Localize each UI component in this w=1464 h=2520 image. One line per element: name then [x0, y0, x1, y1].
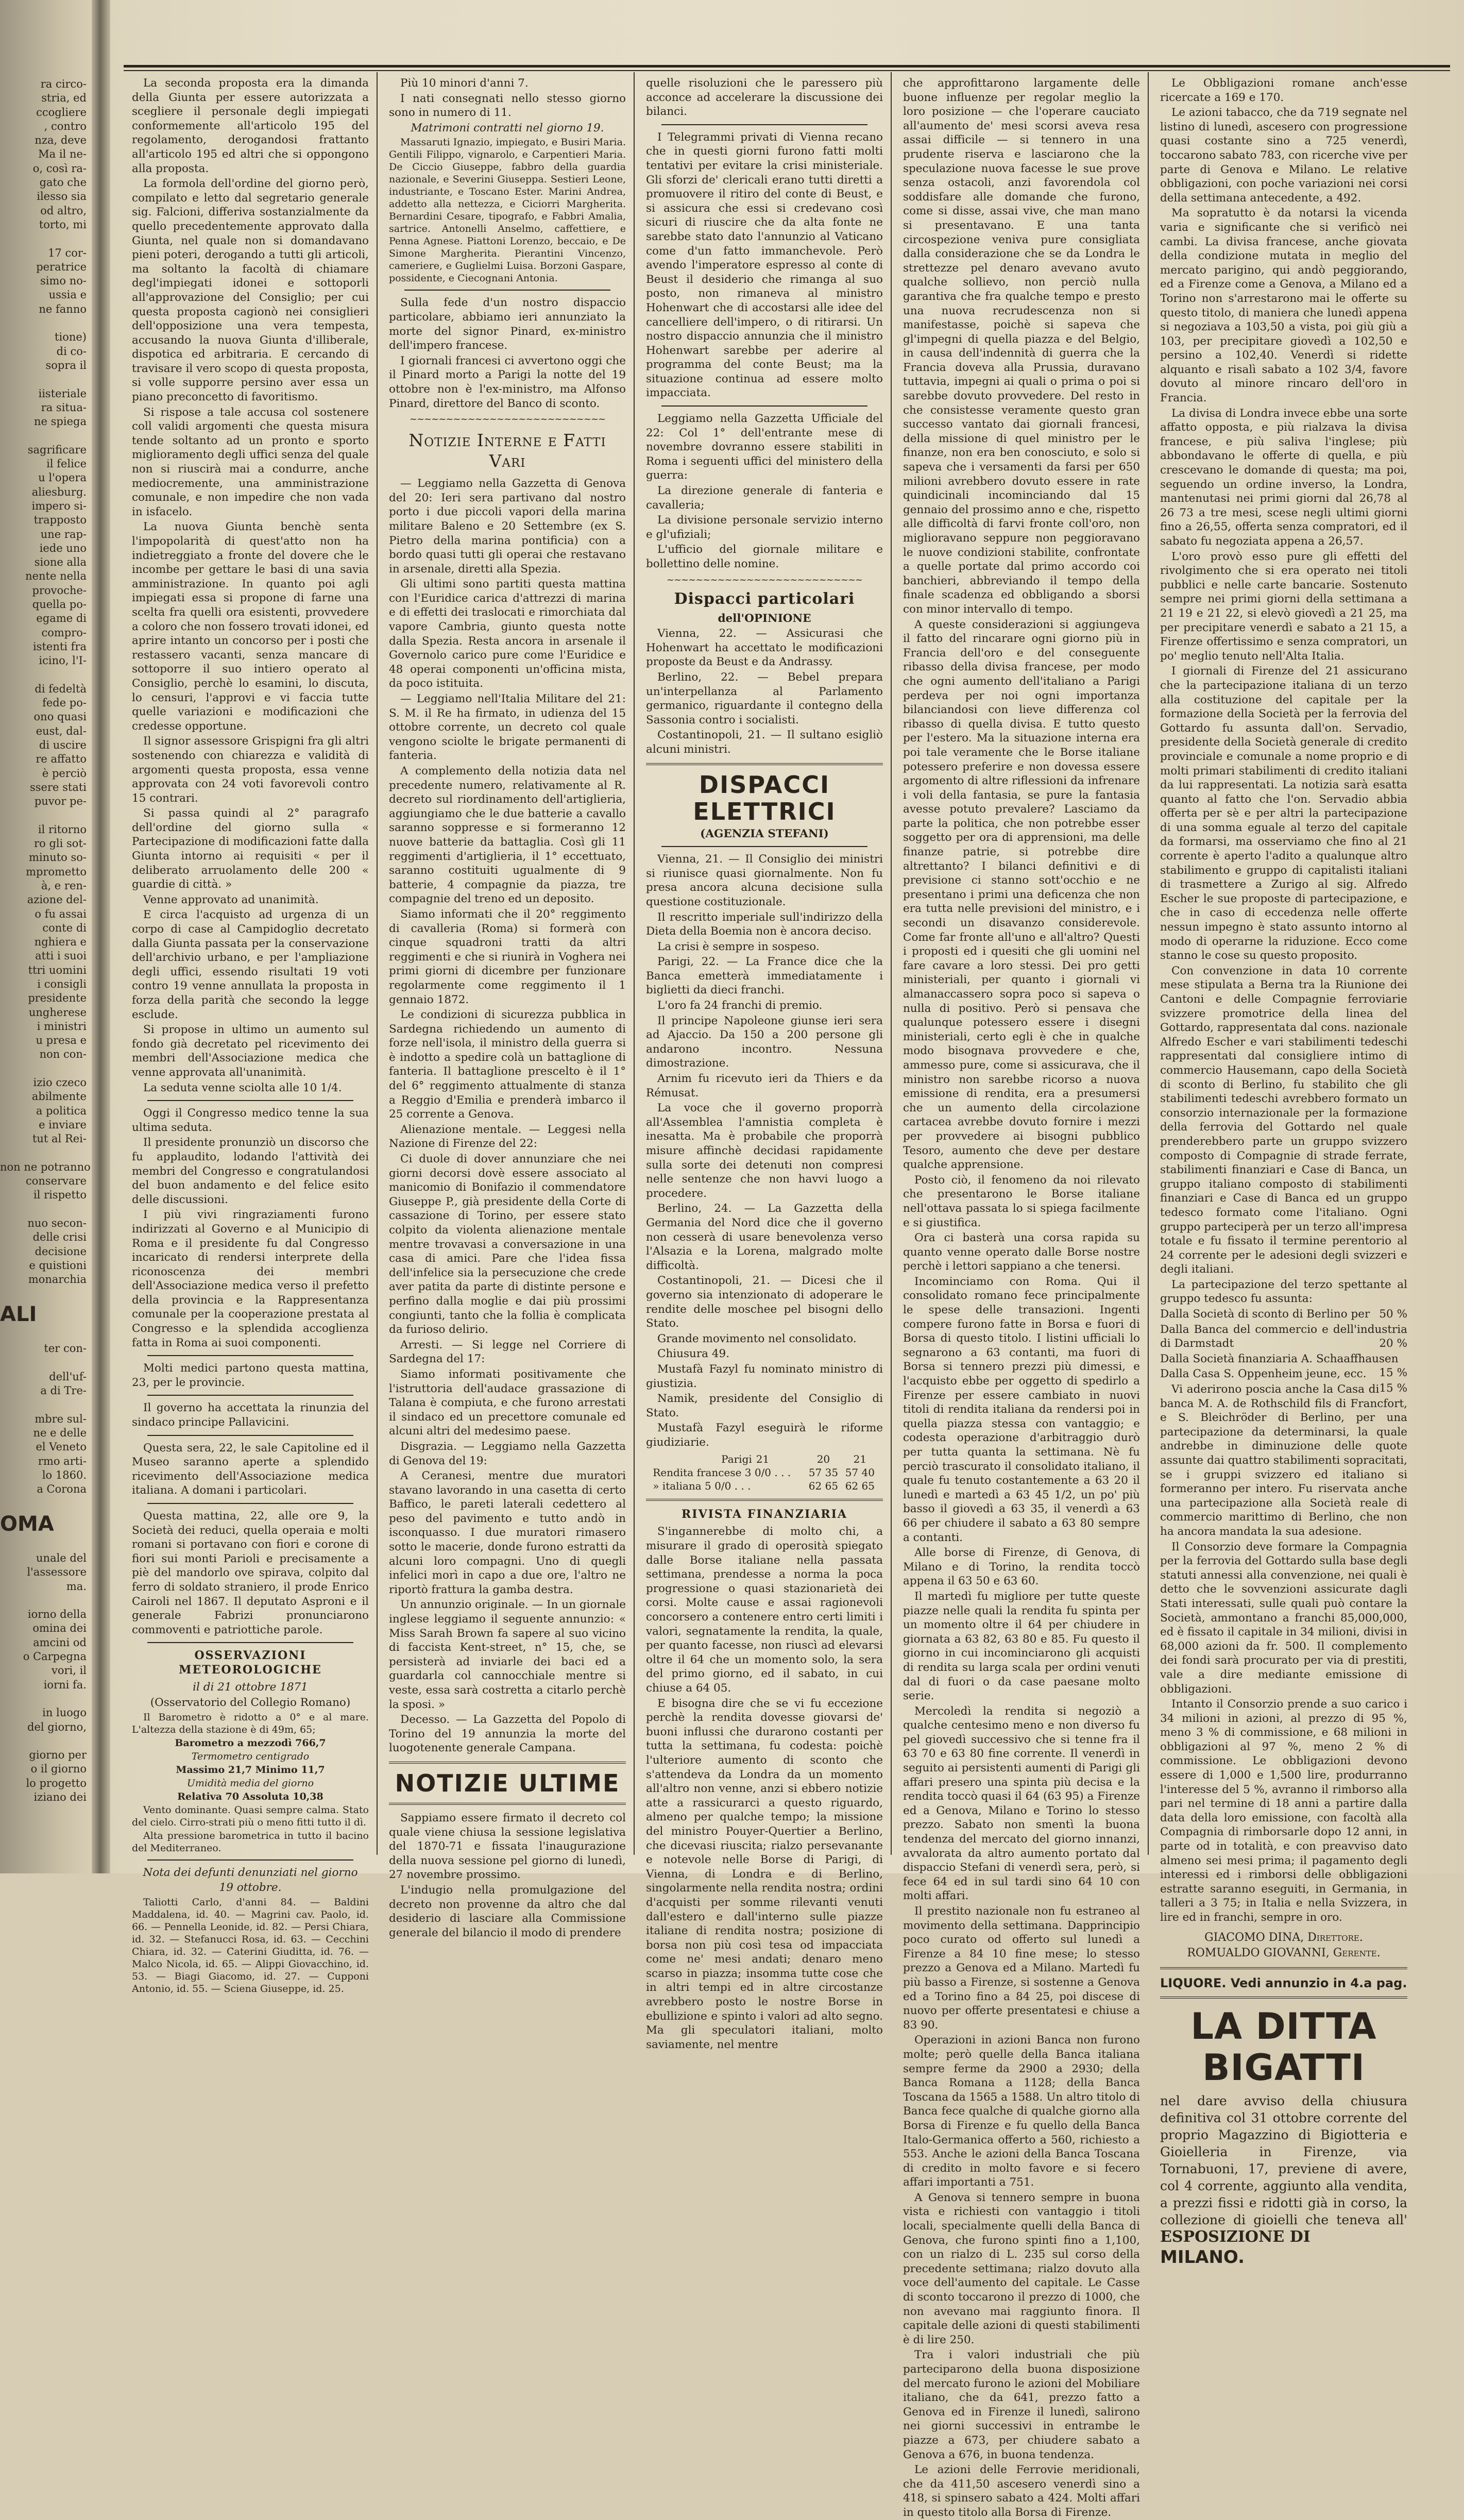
edge-fragment-line: azione del- [27, 893, 87, 906]
article-paragraph: Le azioni tabacco, che da 719 segnate nel listino di lunedì, ascesero con progressione quasi costante sino a 725 venerdì, toccarono sabato 783, con ricerche vive per parte di Genova e Milano. Le relative obbligazioni, con poche variazioni nei corsi della settimana antecedente, a 492. [1160, 106, 1407, 205]
article-paragraph: La seconda proposta era la dimanda della Giunta per essere autorizzata a scegliere il personale degli impiegati conformemente all'articolo 195 del regolamento, derogandosi frattanto all'articolo 195 ed altri che si oppongono alla proposta. [132, 77, 369, 175]
edge-fragment-line: è perciò [42, 767, 87, 780]
edge-fragment-line [0, 316, 92, 330]
marriages-title: Matrimoni contratti nel giorno 19. [411, 121, 604, 134]
article-paragraph: Disgrazia. — Leggiamo nella Gazzetta di Genova del 19: [389, 1440, 626, 1467]
section-divider [147, 1100, 353, 1101]
edge-fragment-line: ra circo- [40, 78, 87, 90]
article-paragraph: Con convenzione in data 10 corrente mese stipulata a Berna tra la Riunione dei Cantoni e delle Compagnie ferroviarie svizzere promotrice della linea del Gottardo, rappresentata dal cons. nazionale Alfredo Escher e vari stabilimenti tedeschi rappresentati dal consigliere intimo di commercio Hausemann, capo della Società di sconto di Berlino, fu stabilito che gli stabilimenti tedeschi avrebbero formato un consorzio internazionale per la formazione della ferrovia del Gottardo nel quale prenderebbero parte un gruppo svizzero composto di Compagnie di strade ferrate, stabilimenti finanziari e Case di Banca, un gruppo italiano composto di stabilimenti finanziari e Case di Banca ed un gruppo tedesco formato come l'italiano. Ogni gruppo parteciperà per un terzo all'impresa totale e fu fissato il termine perentorio al 24 corrente per le adesioni degli svizzeri e degli italiani. [1160, 964, 1407, 1276]
article-paragraph: Alienazione mentale. — Leggesi nella Nazione di Firenze del 22: [389, 1123, 626, 1151]
edge-fragment-line: ccogliere [36, 106, 87, 119]
article-paragraph: Siamo informati positivamente che l'istruttoria dell'audace grassazione di Talana è compiuta, e che furono arrestati il sindaco ed un precettore comunale ed alcuni altri del medesimo paese. [389, 1367, 626, 1438]
article-paragraph: La partecipazione del terzo spettante al gruppo tedesco fu assunta: [1160, 1278, 1407, 1306]
quote-value: 62 65 [808, 1480, 839, 1493]
ornamental-divider: ~~~~~~~~~~~~~~~~~~~~~~~~~~~ [666, 574, 863, 585]
edge-fragment-line [0, 1692, 92, 1706]
edge-fragment-line: nuo secon- [27, 1217, 87, 1230]
edge-fragment-line: presidente [28, 992, 87, 1005]
edge-fragment-line: iisteriale [38, 387, 87, 400]
double-divider [389, 1803, 626, 1805]
quote-head: 21 [756, 1453, 770, 1466]
edge-fragment-line: dell'uf- [49, 1370, 87, 1383]
column-3 [646, 76, 883, 2051]
deaths-title: Nota dei defunti denunziati nel giorno [143, 1866, 358, 1879]
meteo-date: il di 21 ottobre 1871 [193, 1681, 308, 1694]
edge-fragment-line: ono quasi [33, 711, 87, 723]
share-value: 50 % [1379, 1308, 1407, 1321]
article-paragraph: — Leggiamo nella Gazzetta di Genova del 20: Ieri sera partivano dal nostro porto i due piccoli vapori della marina militare Baleno e 20 Settembre (ex S. Pietro della marina pontificia) con a bordo quasi tutti gli operai che restavano in arsenale, diretti alla Spezia. [389, 477, 626, 576]
edge-fragment-line: compro- [41, 626, 87, 639]
edge-fragment-line: quella po- [32, 598, 87, 611]
edge-fragment-line: decisione [35, 1245, 87, 1258]
double-divider [1160, 1967, 1407, 1969]
quote-value: 57 35 [808, 1466, 839, 1479]
article-paragraph: La voce che il governo proporrà all'Assemblea l'amnistia completa è inesatta. Ma è probabile che proporrà misure affinchè decidasi rapidamente sulla sorte dei detenuti non compresi nelle sentenze che non havvi luogo a procedere. [646, 1102, 883, 1200]
edge-fragment-line: l'assessore [27, 1566, 87, 1579]
article-paragraph: Il Consorzio deve formare la Compagnia per la ferrovia del Gottardo sulla base degli statuti annessi alla convenzione, nei quali è detto che le sovvenzioni assicurate dagli Stati interessati, sulle quali può contare la Società, ammontano a franchi 85,000,000, ed è fissato il capitale in 34 milioni, divisi in 68,000 azioni da fr. 500. Il complemento dei fondi sarà procurato per via di prestiti, vale a dire mediante emissione di obbligazioni. [1160, 1540, 1407, 1696]
edge-fragment-line: di fedeltà [35, 682, 87, 695]
article-paragraph: Intanto il Consorzio prende a suo carico i 34 milioni in azioni, al prezzo di 95 %, meno 3 % di commissione, e 68 milioni in obbligazioni al 97 %, meno 2 % di commissione. Le obbligazioni devono essere di 1,000 e 1,500 lire, produrranno l'interesse del 5 %, avranno il rimborso alla pari nel termine di 18 anni a partire dalla data della loro emissione, con facoltà alla Compagnia di rimborsarle dopo 12 anni, in parte od in totalità, e con preavviso dato almeno sei mesi prima; il pagamento degli interessi ed i rimborsi delle obbligazioni estratte saranno eseguiti, in Germania, in talleri a 3 75; in Italia e nella Svizzera, in lire ed in franchi, sempre in oro. [1160, 1698, 1407, 1924]
article-paragraph: La seduta venne sciolta alle 10 1/4. [143, 1081, 342, 1094]
section-title-rivista-finanziaria: RIVISTA FINANZIARIA [682, 1508, 847, 1521]
column-rule [634, 72, 635, 1855]
quote-head: 21 [853, 1453, 867, 1466]
edge-fragment-line: ne fanno [39, 302, 87, 315]
article-paragraph: Si propose in ultimo un aumento sul fondo già decretato pel ricevimento dei membri dell'Associazione medica che venne approvata all'unanimità. [132, 1023, 369, 1079]
article-paragraph: Grande movimento nel consolidato. [657, 1332, 857, 1345]
edge-fragment-line: abilmente [31, 1090, 87, 1103]
edge-fragment-line [0, 429, 92, 443]
article-paragraph: Si rispose a tale accusa col sostenere coll validi argomenti che questa misura tende soltanto ad un pronto e sporto miglioramento degli uffici senza del quale non si riuscirà mai a condurre, anche mediocremente, una amministrazione comunale, e non impedire che non vada in isfacelo. [132, 405, 369, 518]
edge-fragment-line: impero si- [31, 499, 87, 512]
article-paragraph: L'ufficio del giornale militare e bollettino delle nomine. [646, 543, 883, 570]
edge-fragment-line: atti i suoi [35, 950, 87, 962]
edge-fragment-line: u l'opera [38, 471, 87, 484]
article-paragraph: A Genova si tennero sempre in buona vista e richiesti con vantaggio i titoli locali, specialmente quelli della Banca di Genova, che furono spinti fino a 1,100, con un rialzo di L. 235 sul corso della precedente settimana; rialzo dovuto alla voce dell'aumento del capitale. Le Casse di sconto toccarono il prezzo di 1000, che non avevano mai raggiunto finora. Il capitale delle azioni di questi stabilimenti è di lire 250. [903, 2191, 1140, 2346]
article-paragraph: Vienna, 22. — Assicurasi che Hohenwart ha accettato le modificazioni proposte da Beust e da Andrassy. [646, 627, 883, 669]
left-page-edge-fragments [0, 0, 92, 1951]
article-paragraph: Le condizioni di sicurezza pubblica in Sardegna richiedendo un aumento di forze nell'isola, il ministro della guerra si è indotto a spedire colà un battaglione di fanteria. Il battaglione prescelto è il 1° del 6° reggimento attualmente di stanza a Reggio d'Emilia e prenderà imbarco il 25 corrente a Genova. [389, 1008, 626, 1121]
column-rule [891, 72, 892, 1855]
edge-fragment-line: 17 cor- [48, 246, 87, 259]
article-paragraph: Chiusura 49. [657, 1347, 730, 1361]
article-paragraph: Si passa quindi al 2° paragrafo dell'ordine del giorno sulla « Partecipazione di modificazioni fatte dalla Giunta intorno ai requisiti « per il deliberato arruolamento delle 200 « guardie di città. » [132, 807, 369, 891]
edge-fragment-line: di co- [56, 345, 87, 358]
section-title-dispacci-particolari: Dispacci particolari [674, 589, 855, 608]
quote-label: » italiana 5 0/0 . . . [653, 1480, 751, 1493]
edge-fragment-line: o fu assai [35, 907, 87, 920]
section-divider [147, 1435, 353, 1436]
edge-fragment-line: amcini od [33, 1636, 87, 1649]
edge-fragment-line: iorno della [27, 1608, 87, 1621]
edge-fragment-line: e quistioni [29, 1259, 87, 1272]
article-paragraph: Costantinopoli, 21. — Il sultano esigliò alcuni ministri. [646, 729, 883, 756]
edge-fragment-line: egame di [36, 612, 87, 625]
edge-fragment-line: minuto so- [29, 851, 87, 864]
article-paragraph: I giornali francesi ci avvertono oggi che il Pinard morto a Parigi la notte del 19 ottobre non è l'ex-ministro, ma Alfonso Pinard, direttore del Banco di sconto. [389, 354, 626, 410]
edge-fragment-line: Ma il ne- [38, 148, 87, 161]
edge-fragment-line: aliesburg. [31, 485, 87, 498]
edge-fragment-line: o il giorno [30, 1763, 87, 1775]
share-row [1160, 1307, 1407, 1322]
edge-fragment-line: lo 1860. [42, 1468, 87, 1481]
article-paragraph: Questa mattina, 22, alle ore 9, la Società dei reduci, quella operaia e molti romani si portavano con fiori e corone di fiori sui monti Parioli e precisamente a piè del mandorlo ove spirava, colpito dal ferro di soldato straniero, il prode Enrico Cairoli nel 1867. Il deputato Asproni e il generale Fabrizi pronunciarono commoventi e patriottiche parole. [132, 1510, 369, 1636]
article-paragraph: L'oro provò esso pure gli effetti del rivolgimento che si era operato nei titoli pubblici e nelle carte bancarie. Sostenuto sempre nei primi giorni della settimana a 21 19 e 21 22, si elevò giovedì a 21 25, ma per precipitare venerdì e sabato a 21 15, a Firenze offertissimo e senza compratori, un po' meglio tenuto nell'Alta Italia. [1160, 550, 1407, 663]
article-paragraph: I giornali di Firenze del 21 assicurano che la partecipazione italiana di un terzo alla costituzione del capitale per la formazione della Società per la ferrovia del Gottardo fu assunta dall'on. Servadio, presidente della Società generale di credito provinciale e comunale a nome proprio e di molti primari stabilimenti di credito italiani da lui rappresentati. La notizia sarà esatta quanto al fatto che l'on. Servadio abbia offerta per sè e per altri la partecipazione di una somma eguale al terzo del capitale da formarsi, ma osserviamo che fino al 21 corrente è aperto l'adito a qualunque altro stabilimento e gruppo di capitalisti italiani di trasmettere a Zurigo al sig. Alfredo Escher le sue proposte di partecipazione, e che in caso di eccedenza nelle offerte nessun impegno è stato assunto intorno al modo di operarne la riduzione. Ecco come stanno le cose su questo proposito. [1160, 665, 1407, 962]
edge-fragment-line: il rispetto [33, 1189, 87, 1202]
edge-fragment-line: o, così ra- [32, 162, 87, 175]
edge-fragment-line: e inviare [39, 1118, 87, 1131]
article-paragraph: Venne approvato ad unanimità. [143, 893, 319, 906]
edge-fragment-line: monarchia [28, 1273, 87, 1286]
liquore-notice: LIQUORE. Vedi annunzio in 4.a pag. [1160, 1975, 1407, 1990]
meteo-line: Umidità media del giorno [186, 1777, 314, 1789]
top-rule-thin [124, 70, 1450, 71]
edge-fragment-line: u presa e [36, 1034, 87, 1047]
quote-head: 20 [816, 1453, 830, 1466]
section-divider [661, 405, 867, 407]
article-paragraph: Le azioni delle Ferrovie meridionali, che da 411,50 ascesero venerdì sino a 418, si spinsero sabato a 424. Molti affari in questo titolo alla Borsa di Firenze. [903, 2463, 1140, 2519]
share-label: Dalla Società di sconto di Berlino per [1160, 1308, 1370, 1321]
edge-fragment-line: icino, l'I- [39, 654, 87, 667]
edge-fragment-line: giorno per [29, 1749, 87, 1762]
article-paragraph: Decesso. — La Gazzetta del Popolo di Torino del 19 annunzia la morte del luogotenente generale Campana. [389, 1713, 626, 1755]
share-label: Dalla Casa S. Oppenheim jeune, ecc. [1160, 1367, 1367, 1381]
article-paragraph: Leggiamo nella Gazzetta Ufficiale del 22: Col 1° dell'entrante mese di novembre dovranno essere stabiliti in Roma i seguenti uffici del ministero della guerra: [646, 412, 883, 482]
section-divider [661, 124, 867, 125]
deaths-list: Taliotti Carlo, d'anni 84. — Baldini Maddalena, id. 40. — Magrini cav. Paolo, id. 66. — Pennella Leonide, id. 82. — Persi Chiara, id. 32. — Stefanucci Rosa, id. 63. — Cecchini Chiara, id. 32. — Caterini Giuditta, id. 76. — Malco Nicola, id. 65. — Alippi Giovacchino, id. 53. — Biagi Giacomo, id. 27. — Cupponi Antonio, id. 55. — Sciena Giuseppe, id. 25. [132, 1896, 369, 1994]
edge-fragment-line: ungherese [28, 1006, 87, 1019]
edge-fragment-line [0, 1356, 92, 1369]
section-subtitle: (AGENZIA STEFANI) [700, 827, 829, 840]
edge-fragment-line [0, 808, 92, 822]
meteo-line: Alta pressione barometrica in tutto il bacino del Mediterraneo. [132, 1830, 369, 1854]
article-paragraph: — Leggiamo nell'Italia Militare del 21: S. M. il Re ha firmato, in udienza del 15 ottobre corrente, un decreto col quale vengono sciolte le brigate permanenti di fanteria. [389, 692, 626, 763]
share-value: 15 % [1379, 1366, 1407, 1380]
article-paragraph: Berlino, 24. — La Gazzetta della Germania del Nord dice che il governo non cesserà di usare benevolenza verso l'Alsazia e la Lorena, malgrado molte difficoltà. [646, 1202, 883, 1272]
bigatti-ad-body: nel dare avviso della chiusura definitiva col 31 ottobre corrente del proprio Magazzino di Bigiotteria e Gioielleria in Firenze, via Tornabuoni, 17, previene di avere, col 4 corrente, aggiunto alla vendita, a prezzi fissi e ridotti già in corso, la collezione di gioielli che teneva all' [1160, 2093, 1407, 2228]
edge-fragment-line [0, 1062, 92, 1076]
edge-fragment-line: ne e delle [33, 1426, 87, 1439]
bigatti-ad-title: LA DITTA BIGATTI [1190, 2005, 1377, 2089]
double-divider [389, 1762, 626, 1764]
edge-fragment-line: lo progetto [26, 1777, 87, 1789]
article-paragraph: Tra i valori industriali che più parteciparono della buona disposizione del mercato furono le azioni del Mobiliare italiano, che da 641, prezzo fatto a Genova ed in Firenze il lunedì, salirono nei giorni successivi in entrambe le piazze a 673, per chiudere sabato a Genova a 676, in buona tendenza. [903, 2348, 1140, 2461]
article-paragraph: Operazioni in azioni Banca non furono molte; però quelle della Banca italiana sempre ferme da 2900 a 2930; della Banca Romana a 1128; della Banca Toscana da 1565 a 1588. Un altro titolo di Banca fece qualche di qualche giorno alla Borsa di Firenze e fu quello della Banca Italo-Germanica offerto a 560, richiesto a 553. Anche le azioni della Banca Toscana di credito in molto favore e si fecero affari importanti a 751. [903, 2034, 1140, 2189]
section-title-notizie-ultime: NOTIZIE ULTIME [395, 1769, 620, 1797]
edge-fragment-line [0, 373, 92, 386]
article-paragraph: Ora ci basterà una corsa rapida su quanto venne operato dalle Borse nostre perchè i lettori sappiano a che tenersi. [903, 1231, 1140, 1273]
section-divider [147, 1642, 353, 1643]
edge-fragment-line: iorni fa. [43, 1678, 87, 1691]
edge-fragment-line: non ne potranno [0, 1160, 91, 1173]
quote-value: 62 65 [845, 1480, 875, 1493]
column-5 [1160, 76, 1407, 2268]
edge-fragment-line: trapposto [33, 514, 87, 527]
edge-fragment-line: , contro [44, 120, 87, 132]
edge-fragment-line [0, 1398, 92, 1412]
article-paragraph: Arresti. — Si legge nel Corriere di Sardegna del 17: [389, 1338, 626, 1366]
article-paragraph: L'oro fa 24 franchi di premio. [657, 999, 823, 1012]
signature-manager: ROMUALDO GIOVANNI, Gerente. [1187, 1946, 1381, 1959]
edge-fragment-line: ter con- [44, 1342, 87, 1355]
edge-fragment-line: il felice [46, 458, 87, 470]
edge-fragment-line [0, 668, 92, 682]
edge-fragment-line: delle crisi [32, 1231, 87, 1244]
edge-fragment-line: gato che [39, 176, 87, 189]
edge-fragment-line [0, 1537, 92, 1551]
ornamental-divider: ~~~~~~~~~~~~~~~~~~~~~~~~~~~ [409, 414, 606, 425]
double-divider [1160, 1997, 1407, 1999]
edge-fragment-line: tut al Rei- [32, 1132, 87, 1145]
edge-fragment-line [0, 1146, 92, 1160]
article-paragraph: Arnim fu ricevuto ieri da Thiers e da Rémusat. [646, 1072, 883, 1100]
top-rule [124, 65, 1450, 67]
edge-fragment-line: sopra il [45, 359, 87, 371]
edge-fragment-line [0, 1203, 92, 1216]
article-paragraph: E bisogna dire che se vi fu eccezione perchè la rendita dovesse giovarsi de' buoni influssi che durarono costanti per tutta la settimana, fu codesta: poichè l'ulteriore aumento di sconto che s'attendeva da Londra da un momento all'altro non venne, anzi si ebbero notizie atte a rassicurarci a questo riguardo, almeno per qualche tempo; la missione del ministro Pouyer-Quertier a Berlino, che dicevasi riuscita; rialzo persevanante e notevole nelle Borse di Parigi, di Vienna, di Londra e di Berlino, singolarmente nella rendita nostra; ordini d'acquisti per somme rilevanti venuti dall'estero e dall'interno sulle piazze italiane di rendita nostra; posizione di borsa non più così tesa od impacciata come ne' mesi andati; denaro meno scarso in piazza; insomma tutte cose che in altri tempi ed in altre circostanze avrebbero posto le nostre Borse in ebullizione e spinto i valori ad alto segno. Ma gli speculatori italiani, molto saviamente, nel mentre [646, 1697, 883, 2051]
share-row [1160, 1323, 1407, 1351]
deaths-date: 19 ottobre. [219, 1881, 282, 1895]
edge-fragment-line: ssere stati [29, 781, 87, 793]
article-paragraph: La nuova Giunta benchè senta l'impopolarità di quest'atto non ha indietreggiato a fronte del dovere che le incombe per gettare le basi di una savia amministrazione. In quanto poi agli impiegati essa si propone di farne una scelta fra quelli ora esistenti, provvedere a coloro che non fossero trovati idonei, ed aprire intanto un concorso per i posti che restassero vacanti, senza mancare di sottoporre il suo intiero operato al Consiglio, perchè lo esamini, lo discuta, lo censuri, l'approvi e vi faccia tutte quelle variazioni e modificazioni che credesse opportune. [132, 520, 369, 733]
signature-director: GIACOMO DINA, Direttore. [1204, 1931, 1363, 1944]
article-paragraph: Il presidente pronunziò un discorso che fu applaudito, lodando l'attività dei membri del Congresso e congratulandosi del buon andamento e del felice esito delle discussioni. [132, 1136, 369, 1206]
edge-fragment-line: il ritorno [38, 823, 87, 836]
section-subtitle: dell'OPINIONE [718, 612, 811, 625]
edge-fragment-line: ussia e [48, 289, 87, 301]
edge-fragment-line: re affatto [36, 753, 87, 766]
article-paragraph: Ci duole di dover annunziare che nei giorni decorsi dovè essere associato al manicomio di Bonifazio il commendatore Giuseppe P., già presidente della Corte di cassazione di Torino, per essere stato colpito da violenta alienazione mentale mentre trovavasi a conversazione in una casa di amici. Pare che l'idea fissa dell'infelice sia la persecuzione che crede aver patita da parte di distinte persone e perfino dalla moglie e dai più prossimi congiunti, tanto che la follia è complicata da furioso delirio. [389, 1153, 626, 1337]
edge-fragment-line: od altro, [40, 204, 87, 217]
quote-value: 57 40 [845, 1466, 875, 1479]
article-paragraph: Ma sopratutto è da notarsi la vicenda varia e significante che si verificò nei cambi. La divisa francese, anche giovata della condizione mutata in meglio del mercato parigino, qui andò peggiorando, ed a Firenze come a Genova, a Milano ed a Torino non s'arrestarono mai le offerte su questo titolo, di maniera che lunedì appena si negoziava a 103,50 a vista, poi giù giù a 103, per precipitare giovedì a 102,50 e persino a 102,40. Venerdì si ridette alquanto e risalì sabato a 102 3/4, favore dovuto al minore rincaro dell'oro in Francia. [1160, 207, 1407, 405]
edge-fragment-line: eust, dal- [36, 724, 87, 737]
marriages-list: Massaruti Ignazio, impiegato, e Busiri Maria. Gentili Filippo, vignarolo, e Carpentieri Maria. De Ciccio Giuseppe, fabbro della guardia nazionale, e Severini Giuseppa. Sestieri Leone, industriante, e Toscano Ester. Marini Andrea, addetto alla nettezza, e Ciciorri Margherita. Bernardini Cesare, tipografo, e Fabbri Amalia, sartrice. Antonelli Anselmo, caffettiere, e Penna Agnese. Piattoni Lorenzo, beccaio, e De Simone Margherita. Pierantini Vincenzo, cameriere, e Guglielmi Luisa. Borzoni Gaspare, possidente, e Ciecognani Antonia. [389, 137, 626, 284]
column-rule [377, 72, 378, 1855]
article-paragraph: La formola dell'ordine del giorno però, compilato e letto dal segretario generale sig. Falcioni, differiva sostanzialmente da quello precedentemente approvato dalla Giunta, nel quale non si domandavano pieni poteri, derogando a tutti gli articoli, ma soltanto la facoltà di chiamare degl'impiegati idonei e sottoporli all'approvazione del Consiglio; per cui questa proposta cagionò nei consiglieri dell'opposizione una vera tempesta, accusando la nuova Giunta d'illiberale, dispotica ed arbitraria. E cercando di travisare il vero scopo di questa proposta, si volle supporre persino aver essa un piano preconcetto di favoritismo. [132, 177, 369, 404]
article-paragraph: Incominciamo con Roma. Qui il consolidato romano fece principalmente le spese delle transazioni. Ingenti compere furono fatte in Borsa e fuori di Borsa di questo titolo. I listini ufficiali lo segnarono a 63 contanti, ma fuori di Borsa si tennero prezzi più dimessi, e l'acquisto ebbe per oggetto di spedirlo a Firenze per essere cambiato in nuovi titoli di rendita italiana da rendersi poi in quella piazza stessa con vantaggio; e codesta operazione d'arbitraggio durò per tutta quanta la settimana. Nè fu perciò trascurato il consolidato italiano, il quale fu tenuto costantemente a 63 20 il lunedì e martedì a 63 45 1/2, un po' più basso il giovedì a 63 35, il venerdì a 63 66 per chiudere il sabato a 63 80 sempre a contanti. [903, 1275, 1140, 1544]
article-paragraph: I nati consegnati nello stesso giorno sono in numero di 11. [389, 92, 626, 120]
edge-fragment-line: del giorno, [27, 1720, 87, 1733]
share-value: 15 % [1379, 1382, 1407, 1395]
article-paragraph: Vienna, 21. — Il Consiglio dei ministri si riunisce quasi giornalmente. Non fu presa ancora alcuna decisione sulla questione costituzionale. [646, 853, 883, 908]
meteo-line: Relativa 70 Assoluta 10,38 [177, 1790, 324, 1802]
edge-fragment-line: i consigli [37, 978, 87, 990]
edge-fragment-line [0, 1287, 92, 1301]
article-paragraph: Mustafà Fazyl eseguirà le riforme giudiziarie. [646, 1422, 883, 1449]
quote-head-city: Parigi [721, 1453, 752, 1466]
edge-fragment-line: a politica [36, 1104, 87, 1117]
edge-fragment-line: OMA [0, 1512, 54, 1536]
edge-fragment-line: a Corona [37, 1483, 87, 1496]
edge-fragment-line: fede po- [42, 697, 87, 709]
article-paragraph: La direzione generale di fanteria e cavalleria; [646, 484, 883, 512]
section-divider [147, 1503, 353, 1504]
share-label: Dalla Banca del commercio e dell'industria di Darmstadt [1160, 1323, 1407, 1350]
edge-fragment-line: peratrice [36, 260, 87, 273]
edge-fragment-line: mprometto [26, 865, 87, 878]
section-title-dispacci-elettrici: DISPACCI ELETTRICI [693, 770, 836, 825]
edge-fragment-line: à, e ren- [41, 879, 87, 892]
article-paragraph: Gli ultimi sono partiti questa mattina con l'Euridice carica d'attrezzi di marina e di effetti dei traslocati e rimorchiata dal vapore Cambria, giunto questa notte dalla Spezia. Resta ancora in arsenale il Governolo carico pure come l'Euridice e 48 operai componenti un'officina mista, da poco istituita. [389, 578, 626, 690]
article-paragraph: Vi aderirono poscia anche la Casa di banca M. A. de Rothschild fils di Francfort, e S. Bleichröder di Berlino, per una partecipazione da determinarsi, la quale andrebbe in diminuzione delle quote assunte dai quattro stabilimenti sopracitati, se i gruppi svizzero ed italiano si formeranno per intero. Fu riservata anche una partecipazione alla Società reale di commercio marittimo di Berlino, che non ha ancora mandata la sua adesione. [1160, 1383, 1407, 1538]
edge-fragment-line: ma. [66, 1580, 87, 1593]
article-paragraph: Mercoledì la rendita si negoziò a qualche centesimo meno e non diverso fu pel giovedì successivo che si tenne fra il 63 70 e 63 80 fine corrente. Il venerdì in seguito ai persistenti aumenti di Parigi gli affari presero una spinta più decisa e la rendita toccò quasi il 64 (63 95) a Firenze ed a Genova, Milano e Torino lo stesso prezzo. Sabato non smentì la buona tendenza del mercato del giorno innanzi, avvalorata da altro aumento portato dal dispaccio Stefani di venerdì sera, però, si fece 64 ed in sul tardi sino 64 10 con molti affari. [903, 1704, 1140, 1903]
edge-fragment-line: di uscire [39, 738, 87, 751]
quote-label: Rendita francese 3 0/0 . . . [653, 1466, 791, 1479]
article-paragraph: Sulla fede d'un nostro dispaccio particolare, abbiamo ieri annunziato la morte del signor Pinard, ex-ministro dell'impero francese. [389, 296, 626, 352]
article-paragraph: Mustafà Fazyl fu nominato ministro di giustizia. [646, 1362, 883, 1390]
column-rule [1148, 72, 1149, 1855]
edge-fragment-line: o Carpegna [23, 1650, 87, 1663]
edge-fragment-line: vori, il [51, 1664, 87, 1677]
double-divider [646, 1499, 883, 1501]
article-paragraph: Un annunzio originale. — In un giornale inglese leggiamo il seguente annunzio: « Miss Sarah Brown fa sapere al suo vicino di faccista Kent-street, n° 15, che, se persisterà ad inviarle dei baci ed a guardarla col cannocchiale mentre si veste, essa sarà costretta a citarlo perchè la sposi. » [389, 1598, 626, 1711]
article-paragraph: S'ingannerebbe di molto chi, a misurare il grado di operosità spiegato dalle Borse italiane nella passata settimana, prendesse a norma la poca progressione o quasi stazionarietà dei corsi. Molte cause e assai ragionevoli concorsero a contenere entro certi limiti i valori, segnatamente la rendita, la quale, per quanto facesse, non riuscì ad elevarsi oltre il 64 che un momento solo, la sera del primo giorno, ed il sabato, in cui chiuse a 64 05. [646, 1525, 883, 1695]
article-paragraph: Namik, presidente del Consiglio di Stato. [646, 1392, 883, 1419]
article-paragraph: Questa sera, 22, le sale Capitoline ed il Museo saranno aperte a splendido ricevimento dell'Associazione medica italiana. A domani i particolari. [132, 1441, 369, 1497]
article-paragraph: Siamo informati che il 20° reggimento di cavalleria (Roma) si formerà con cinque squadroni tratti da altri reggimenti e che si riunirà in Voghera nei primi giorni di dicembre per funzionare regolarmente come reggimento il 1 gennaio 1872. [389, 907, 626, 1006]
article-paragraph: Le Obbligazioni romane anch'esse ricercate a 169 e 170. [1160, 77, 1407, 104]
edge-fragment-line: omina dei [32, 1622, 87, 1635]
article-paragraph: Sappiamo essere firmato il decreto col quale viene chiusa la sessione legislativa del 1870-71 e fissata l'inaugurazione della nuova sessione pel giorno di lunedì, 27 novembre prossimo. [389, 1811, 626, 1882]
article-paragraph: Il prestito nazionale non fu estraneo al movimento della settimana. Dapprincipio poco curato od offerto sul lunedì a Firenze a 84 10 fine mese; lo stesso prezzo a Genova ed a Milano. Martedì fu più basso a Firenze, si sostenne a Genova ed a Torino fino a 84 25, poi discese di nuovo per offerte presentatesi e chiuse a 83 90. [903, 1905, 1140, 2032]
edge-fragment-line: el Veneto [36, 1441, 87, 1453]
edge-fragment-line: puvor pe- [34, 795, 87, 808]
edge-fragment-line: ro gli sot- [34, 837, 87, 850]
page-gutter [92, 0, 110, 1873]
edge-fragment-line: nghiera e [34, 936, 87, 949]
article-paragraph: Posto ciò, il fenomeno da noi rilevato che presentarono le Borse italiane nell'ottava passata lo si spiega facilmente e si giustifica. [903, 1173, 1140, 1229]
edge-fragment-line: unale del [36, 1551, 87, 1564]
share-value: 20 % [1379, 1337, 1407, 1350]
meteo-source: (Osservatorio del Collegio Romano) [150, 1696, 351, 1709]
edge-fragment-line [0, 232, 92, 246]
edge-fragment-line: nza, deve [35, 134, 87, 147]
article-paragraph: E circa l'acquisto ad urgenza di un corpo di case al Campidoglio decretato dalla Giunta passata per la conservazione dell'archivio urbano, e per l'ampliazione degli uffici, essendo risultati 19 voti contro 19 venne annullata la proposta in forza della parità che secondo la legge esclude. [132, 908, 369, 1021]
section-divider [147, 1395, 353, 1396]
edge-fragment-line [0, 1328, 92, 1342]
double-divider [646, 763, 883, 765]
edge-fragment-line: mbre sul- [35, 1412, 87, 1425]
edge-fragment-line: iziano dei [33, 1791, 87, 1804]
article-paragraph: La divisa di Londra invece ebbe una sorte affatto opposta, e più rialzava la divisa francese, e più saliva l'inglese; più abbondavano le offerte di quella, e più crescevano le domande di questa; ma poi, seguendo un ordine inverso, la Londra, mantenutasi nei primi giorni dal 26,78 al 26 73 a tre mesi, scese negli ultimi giorni fino a 26,55, offerta senza compratori, ed il sabato fu negoziata appena a 26,57. [1160, 407, 1407, 548]
article-paragraph: Parigi, 22. — La France dice che la Banca emetterà immediatamente i biglietti da dieci franchi. [646, 955, 883, 997]
section-divider [147, 1355, 353, 1356]
share-label: Dalla Società finanziaria A. Schaaffhausen [1160, 1352, 1399, 1365]
section-divider [661, 846, 867, 847]
edge-fragment-line: simo no- [40, 275, 87, 287]
edge-fragment-line: stria, ed [41, 92, 87, 105]
edge-fragment-line: a di Tre- [40, 1384, 87, 1397]
edge-fragment-line: izio czeco [33, 1076, 87, 1089]
edge-fragment-line: tione) [55, 331, 87, 344]
bourse-quotes-table [651, 1452, 878, 1493]
article-paragraph: Il rescritto imperiale sull'indirizzo della Dieta della Boemia non è ancora deciso. [646, 910, 883, 938]
article-paragraph: L'indugio nella promulgazione del decreto non provenne da altro che dal desiderio di lasciare alla Commissione generale del bilancio il modo di prendere [389, 1883, 626, 1939]
edge-fragment-line: torto, mi [39, 218, 87, 231]
bigatti-ad-milano: MILANO. [1160, 2247, 1245, 2268]
edge-fragment-line: ra situa- [41, 401, 87, 414]
edge-fragment-line [0, 1734, 92, 1748]
article-paragraph: Il governo ha accettata la rinunzia del sindaco principe Pallavicini. [132, 1401, 369, 1429]
article-paragraph: Costantinopoli, 21. — Dicesi che il governo sia intenzionato di adoperare le rendite delle moschee pel bisogni dello Stato. [646, 1274, 883, 1330]
edge-fragment-line: conte di [42, 921, 87, 934]
edge-fragment-line: ALI [0, 1302, 37, 1326]
article-paragraph: Il signor assessore Grispigni fra gli altri sostenendo con chiarezza e validità di argomenti questa proposta, essa venne approvata con 24 voti favorevoli contro 15 contrari. [132, 735, 369, 805]
section-title-notizie-interne: Notizie Interne e Fatti Vari [408, 430, 606, 471]
article-paragraph: quelle risoluzioni che le paressero più acconce ad accelerare la discussione dei bilanci. [646, 77, 883, 119]
article-paragraph: A complemento della notizia data nel precedente numero, relativamente al R. decreto sul riordinamento dell'artiglieria, aggiungiamo che le due batterie a cavallo saranno soppresse e si formeranno 12 nuove batterie da battaglia. Così gli 11 reggimenti d'artiglieria, il 1° eccettuato, saranno costituiti ugualmente di 9 batterie, 4 compagnie da piazza, tre compagnie del treno ed un deposito. [389, 765, 626, 906]
meteo-line: Barometro a mezzodì 766,7 [175, 1737, 326, 1749]
article-paragraph: che approfittarono largamente delle buone influenze per regolar meglio la loro posizione — che l'operare cauciato all'aumento de' mesi scorsi aveva resa assai difficile — si tennero in una prudente riserva e lasciarono che la speculazione nuova facesse le sue prove senza ostacoli, anzi favorendola col soddisfare alle domande che furono, come si disse, assai vive, che man mano si presentavano. E una tanta circospezione veniva pure consigliata dalla considerazione che se da Londra le strettezze pel denaro avevano avuto qualche sollievo, non perciò nulla garantiva che fra qualche tempo e presto una nuova recrudescenza non si manifestasse, poichè si sapeva che gl'impegni di quella piazza e del Belgio, in causa dell'indennità di guerra che la Francia doveva alla Prussia, duravano tuttavia, impegni ai quali o prima o poi si sarebbe dovuto provvedere. Del resto in che consistesse veramente questo gran successo vantato dai giornali francesi, della missione di quel ministro per le finanze, non era ben conosciuto, e solo si sapeva che i versamenti da farsi per 650 milioni avrebbero dovuto essere in rate quindicinali incominciando dal 15 gennaio del prossimo anno e che, rispetto alle difficoltà di farvi fronte coll'oro, non miglioravano seppure non peggioravano le nuove condizioni stabilite, confrontate a quelle portate dal primo accordo coi banchieri, abbreviando il tempo della finale scadenza ed obbligando a sborsi con minor intervallo di tempo. [903, 77, 1140, 616]
article-paragraph: A queste considerazioni si aggiungeva il fatto del rincarare ogni giorno più in Francia dell'oro e del conseguente ribasso della divisa francese, per modo che ogni aumento dell'italiano a Parigi perdeva per noi ogni importanza bilanciandosi con lieve differenza col ribasso di quella divisa. E tutto questo per l'estero. Ma la situazione interna era poi tale veramente che le Borse italiane potessero preferire e non dovessa essere argomento di altre riflessioni da infrenare i voli della fantasia, se pure la fantasia avesse potuto prevalere? Lasciamo da parte la politica, che non potrebbe esser soggetto per ora di apprensioni, ma delle finanze patrie, si potrebbe dire altrettanto? I bilanci definitivi e di previsione ci stanno sott'occhio e ne presentano i primi una deficenza che non era tutta nelle previsioni del ministro, e i secondi un disavanzo considerevole. Come far fronte all'uno e all'altro? Questi i proposti ed i quesiti che gli uomini nel fare cavare a loro stessi. Dei pro getti ministeriali, per quanto i giornali vi almanaccassero sopra poco si sapeva o nulla di positivo. Però si pensava che qualunque potessero essere i disegni ministeriali, certo egli è che in qualche modo bisognava provvedere e che, ammesso pure, come si assicurava, che il ministro non sarebbe ricorso a nuova emissione di rendita, era a presumersi che un aumento della circolazione cartacea avrebbe dovuto fornire i mezzi per provvedere ai bisogni pubblico Tesoro, aumento che deve per destare qualche apprensione. [903, 618, 1140, 1172]
section-divider [147, 1859, 353, 1861]
article-paragraph: Berlino, 22. — Bebel prepara un'interpellanza al Parlamento germanico, riguardante il contegno della Sassonia contro i socialisti. [646, 670, 883, 726]
meteo-line: Vento dominante. Quasi sempre calma. Stato del cielo. Cirro-strati più o meno fitti tutto il dì. [132, 1804, 369, 1828]
edge-fragment-line: conservare [25, 1175, 87, 1188]
article-paragraph: A Ceranesi, mentre due muratori stavano lavorando in una casetta di certo Baffico, le pareti laterali cedettero al peso del pavimento e tutto andò in isconquasso. I due muratori rimasero sotto le macerie, donde furono estratti da alcuni loro compagni. Uno di quegli infelici morì in capo a due ore, l'altro ne riportò frattura la gamba destra. [389, 1469, 626, 1596]
meteo-title: OSSERVAZIONI METEOROLOGICHE [179, 1649, 322, 1677]
article-paragraph: Il martedì fu migliore per tutte queste piazze nelle quali la rendita fu spinta per un momento oltre il 64 per chiudere in giornata a 63 82, 63 80 e 85. Fu questo il giorno in cui incominciarono gli acquisti di rendita su larga scala per ordini venuti dal di fuori o da case paesane molto serie. [903, 1589, 1140, 1703]
meteo-line: Massimo 21,7 Minimo 11,7 [176, 1764, 325, 1775]
article-paragraph: Molti medici partono questa mattina, 23, per le provincie. [132, 1362, 369, 1389]
edge-fragment-line: ttri uomini [28, 963, 87, 976]
edge-fragment-line: nente nella [25, 570, 87, 583]
meteo-line: Termometro centigrado [191, 1750, 310, 1762]
edge-fragment-line: rmo arti- [38, 1455, 87, 1467]
edge-fragment-line: iede uno [39, 542, 87, 554]
edge-fragment-line [0, 1594, 92, 1608]
edge-fragment-line: istenti fra [32, 640, 87, 653]
share-row [1160, 1367, 1407, 1395]
article-paragraph: La divisione personale servizio interno e gl'ufiziali; [646, 514, 883, 541]
article-paragraph: I più vivi ringraziamenti furono indirizzati al Governo e al Municipio di Roma e il presidente fu dal Congresso incaricato di rendersi interprete della riconoscenza dei membri dell'Associazione medica verso il prefetto della provincia e la Rappresentanza comunale per la cooperazione prestata al Congresso e la splendida accoglienza fatta in Roma ai suoi componenti. [132, 1208, 369, 1349]
bigatti-ad-text [1160, 2092, 1407, 2246]
section-divider [404, 290, 610, 291]
article-paragraph: I Telegrammi privati di Vienna recano che in questi giorni furono fatti molti tentativi per evitare la crisi ministeriale. Gli sforzi de' clericali erano tutti diretti a promuovere il ritiro del conte di Beust, e si assicura che essi si credevano così sicuri di riuscire che da alta fonte ne sarebbe stato dato l'annunzio al Vaticano come d'un fatto immanchevole. Però avendo l'imperatore espresso al conte di Beust il desiderio che rimanga al suo posto, non rimaneva al ministro Hohenwart che di accostarsi alle idee del cancelliere dell'impero, o di ritirarsi. Un nostro dispaccio annunzia che il ministro Hohenwart sarebbe per aderire al programma del conte Beust; ma la situazione continua ad essere molto impacciata. [646, 130, 883, 400]
edge-fragment-line: sione alla [34, 556, 87, 569]
edge-fragment-line: in luogo [42, 1706, 87, 1719]
edge-fragment-line: i ministri [37, 1020, 87, 1033]
column-4 [903, 76, 1140, 2519]
article-paragraph: Più 10 minori d'anni 7. [400, 77, 529, 90]
edge-fragment-line: une rap- [40, 528, 87, 540]
bigatti-ad-expo: ESPOSIZIONE DI [1160, 2228, 1310, 2246]
column-2 [389, 76, 626, 1939]
edge-fragment-line: sagrificare [27, 443, 87, 456]
edge-fragment-line [0, 1496, 92, 1510]
article-paragraph: La crisi è sempre in sospeso. [657, 940, 820, 953]
article-paragraph: Alle borse di Firenze, di Genova, di Milano e di Torino, la rendita toccò appena il 63 50 e 63 60. [903, 1546, 1140, 1588]
article-paragraph: Oggi il Congresso medico tenne la sua ultima seduta. [132, 1107, 369, 1134]
meteo-line: Il Barometro è ridotto a 0° e al mare. L'altezza della stazione è di 49m, 65; [132, 1711, 369, 1735]
article-paragraph: Il principe Napoleone giunse ieri sera ad Ajaccio. Da 150 a 200 persone gli andarono incontro. Nessuna dimostrazione. [646, 1014, 883, 1070]
edge-fragment-line: provoche- [32, 584, 87, 597]
edge-fragment-line: ilesso sia [37, 190, 87, 203]
edge-fragment-line: non con- [39, 1048, 87, 1061]
edge-fragment-line: ne spiega [34, 415, 87, 428]
column-1 [132, 76, 369, 1994]
